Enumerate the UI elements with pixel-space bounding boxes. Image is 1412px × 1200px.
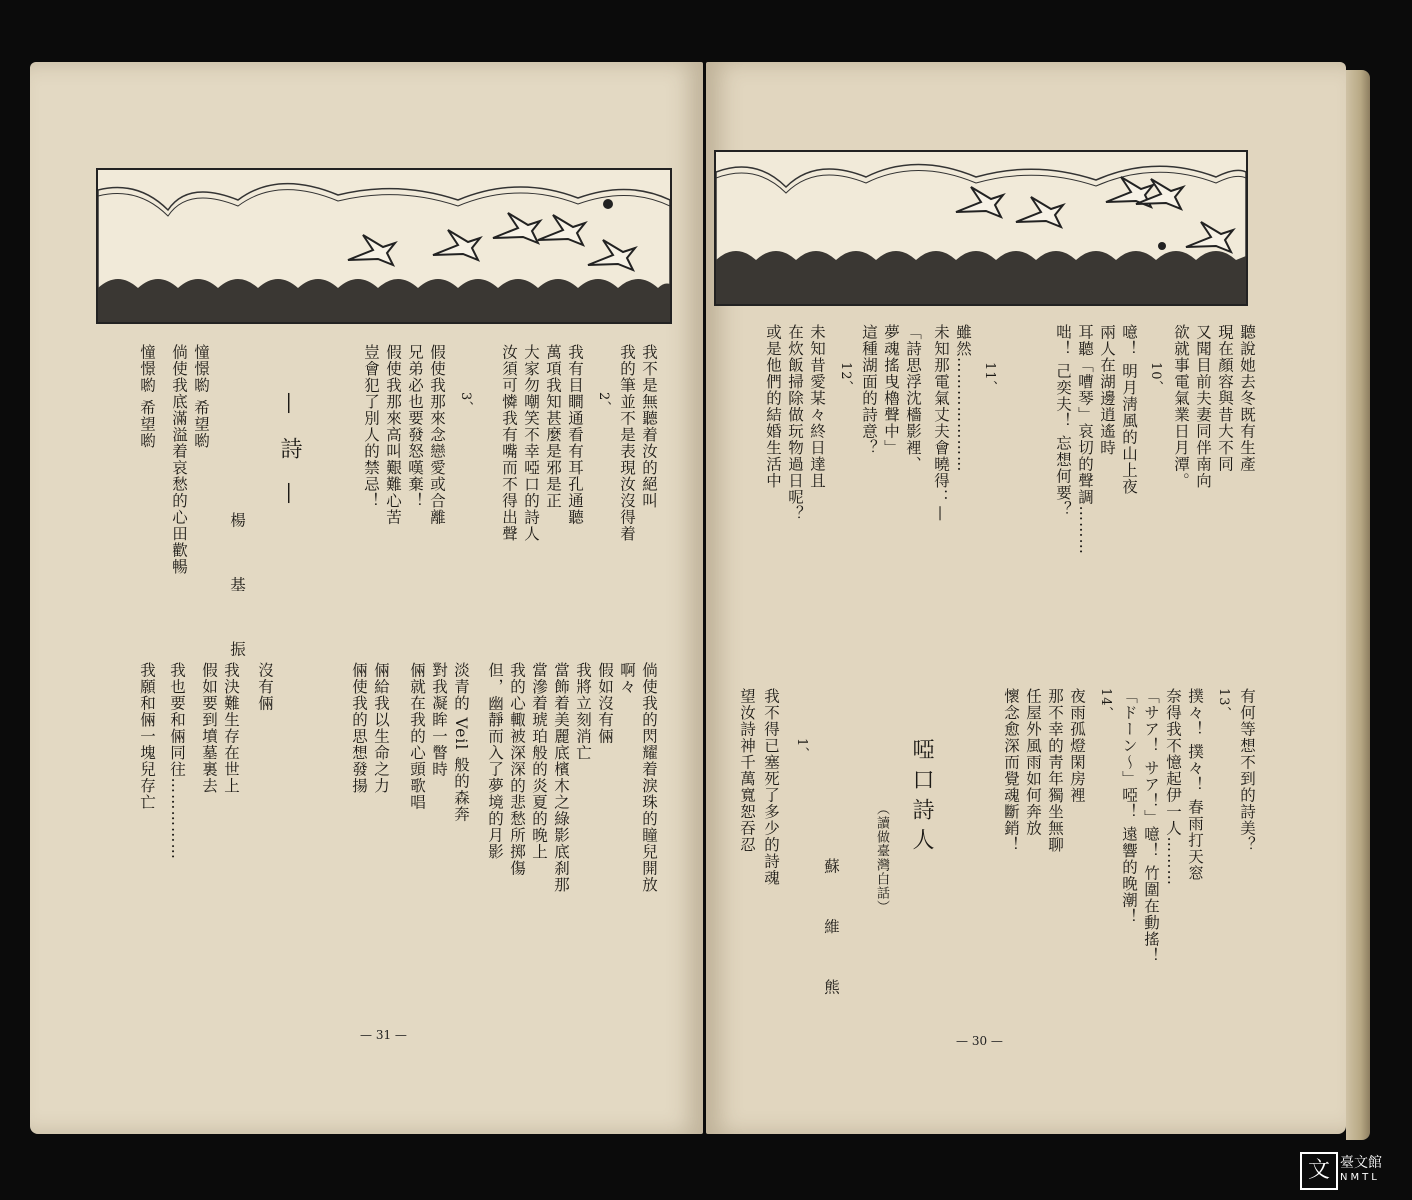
poem-line: 倘使我的閃耀着淚珠的瞳兒開放 bbox=[640, 662, 658, 893]
poem-line: 撲々！ 撲々！ 春雨打天窓 bbox=[1186, 688, 1204, 882]
right-page bbox=[706, 62, 1346, 1134]
poem-line: 望汝詩神千萬寬恕吞忍 bbox=[738, 688, 756, 853]
left-header-illustration bbox=[96, 168, 672, 324]
poem-line: 倘使我底滿溢着哀愁的心田歡暢 bbox=[170, 344, 188, 575]
page-number: — 31 — bbox=[360, 1028, 407, 1042]
author-name: 蘇 維 熊 bbox=[822, 858, 840, 1015]
poem-line: 又聞目前夫妻同伴南向 bbox=[1194, 324, 1212, 489]
poem-line: 耳聽「嘈琴」哀切的聲調……… bbox=[1076, 324, 1094, 555]
poem-line: 倆就在我的心頭歌唱 bbox=[408, 662, 426, 811]
poem-line: 10、 bbox=[1148, 362, 1163, 395]
poem-line: 噫！ 明月淸風的山上夜 bbox=[1120, 324, 1138, 495]
poem-line: 12、 bbox=[838, 362, 853, 395]
poem-line: 假如要到墳墓裏去 bbox=[200, 662, 218, 794]
poem-line: 我決難生存在世上 bbox=[222, 662, 240, 794]
poem-line: 現在顏容與昔大不同 bbox=[1216, 324, 1234, 473]
poem-title: 啞口詩人 bbox=[909, 738, 934, 858]
right-header-illustration bbox=[714, 150, 1248, 306]
watermark-logo bbox=[1300, 1152, 1382, 1190]
poem-line: 萬項我知甚麼是邪是正 bbox=[544, 344, 562, 509]
poem-line: 欲就事電氣業日月潭。 bbox=[1172, 324, 1190, 489]
page-number: — 30 — bbox=[956, 1034, 1003, 1048]
nmtl-logo-icon: 文 bbox=[1300, 1152, 1338, 1190]
poem-line: 憧憬喲 希望喲 bbox=[192, 344, 210, 449]
poem-line: 未知那電氣丈夫會曉得：— bbox=[932, 324, 950, 522]
poem-line: 沒有倆 bbox=[256, 662, 274, 712]
poem-line: 我有目瞷通看有耳孔通聽 bbox=[566, 344, 584, 526]
poem-line: 倆給我以生命之力 bbox=[372, 662, 390, 794]
poem-line: 或是他們的結婚生活中 bbox=[764, 324, 782, 489]
poem-line: 夢魂搖曳櫓聲中」 bbox=[882, 324, 900, 456]
poem-line: 「ドーン〜」啞！ 遠響的晚潮！ bbox=[1120, 688, 1138, 925]
book-page-edge bbox=[1346, 70, 1370, 1140]
poem-line: 2、 bbox=[596, 392, 611, 416]
poem-line: 憧憬喲 希望喲 bbox=[138, 344, 156, 449]
poem-line: 13、 bbox=[1216, 688, 1231, 721]
poem-line: 我願和倆一塊兒存亡 bbox=[138, 662, 156, 811]
poem-line: 「詩思浮沈檣影裡、 bbox=[904, 324, 922, 473]
poem-line: 假如沒有倆 bbox=[596, 662, 614, 745]
poem-line: 汝須可憐我有嘴而不得出聲 bbox=[500, 344, 518, 542]
poem-line: 我將立刻消亡 bbox=[574, 662, 592, 761]
poem-line: 懷念愈深而覺魂斷銷！ bbox=[1002, 688, 1020, 853]
poem-line: 11、 bbox=[982, 362, 997, 395]
watermark-title: 臺文館 bbox=[1340, 1155, 1382, 1171]
poem-line: 我不得已塞死了多少的詩魂 bbox=[762, 688, 780, 886]
poem-subtitle: （讀做臺灣白話） bbox=[874, 802, 889, 914]
poem-line: 我的筆並不是表現汝沒得着 bbox=[618, 344, 636, 542]
poem-line: 奈得我不憶起伊一人……… bbox=[1164, 688, 1182, 886]
poem-line: 我不是無聽着汝的絕叫 bbox=[640, 344, 658, 509]
left-page bbox=[30, 62, 703, 1134]
poem-line: 淡青的 Veil 般的森奔 bbox=[452, 662, 470, 823]
poem-line: 雖然………………… bbox=[954, 324, 972, 473]
poem-line: 兄弟必也要發怒嘆棄！ bbox=[406, 344, 424, 509]
poem-line: 當滲着琥珀般的炎夏的晚上 bbox=[530, 662, 548, 860]
poem-line: 14、 bbox=[1098, 688, 1113, 721]
poem-line: 我也要和倆同往…………… bbox=[168, 662, 186, 860]
section-heading: — 詩 — bbox=[277, 392, 302, 512]
poem-line: 聽說她去冬既有生產 bbox=[1238, 324, 1256, 473]
watermark-subtitle: NMTL bbox=[1340, 1172, 1380, 1183]
poem-line: 未知昔愛某々終日達且 bbox=[808, 324, 826, 489]
poem-line: 「サア！ サア！」噫！ 竹圍在動搖！ bbox=[1142, 688, 1160, 964]
poem-line: 夜雨孤燈閑房裡 bbox=[1068, 688, 1086, 804]
poem-line: 在炊飯掃除做玩物過日呢？ bbox=[786, 324, 804, 522]
author-name: 楊 基 振 bbox=[228, 512, 246, 679]
poem-line: 任屋外風雨如何奔放 bbox=[1024, 688, 1042, 837]
poem-line: 假使我那來念戀愛或合離 bbox=[428, 344, 446, 526]
poem-line: 當飾着美麗底檳木之綠影底刹那 bbox=[552, 662, 570, 893]
poem-line: 這種湖面的詩意？ bbox=[860, 324, 878, 456]
poem-line: 那不幸的靑年獨坐無聊 bbox=[1046, 688, 1064, 853]
poem-line: 啊々 bbox=[618, 662, 636, 695]
poem-line: 3、 bbox=[458, 392, 473, 416]
poem-line: 但，幽靜而入了夢境的月影 bbox=[486, 662, 504, 860]
poem-line: 假使我那來高叫艱難心苦 bbox=[384, 344, 402, 526]
poem-line: 倆使我的思想發揚 bbox=[350, 662, 368, 794]
poem-line: 我的心輙被深深的悲愁所掷傷 bbox=[508, 662, 526, 877]
poem-line: 有何等想不到的詩美？ bbox=[1238, 688, 1256, 853]
poem-line: 兩人在湖邊逍遙時 bbox=[1098, 324, 1116, 456]
poem-line: 1、 bbox=[794, 738, 809, 762]
poem-line: 大家勿嘲笑不幸啞口的詩人 bbox=[522, 344, 540, 542]
poem-line: 對我凝眸一瞥時 bbox=[430, 662, 448, 778]
poem-line: 咄！ 己奕夫！ 忘想何要？ bbox=[1054, 324, 1072, 518]
poem-line: 豈會犯了別人的禁忌！ bbox=[362, 344, 380, 509]
